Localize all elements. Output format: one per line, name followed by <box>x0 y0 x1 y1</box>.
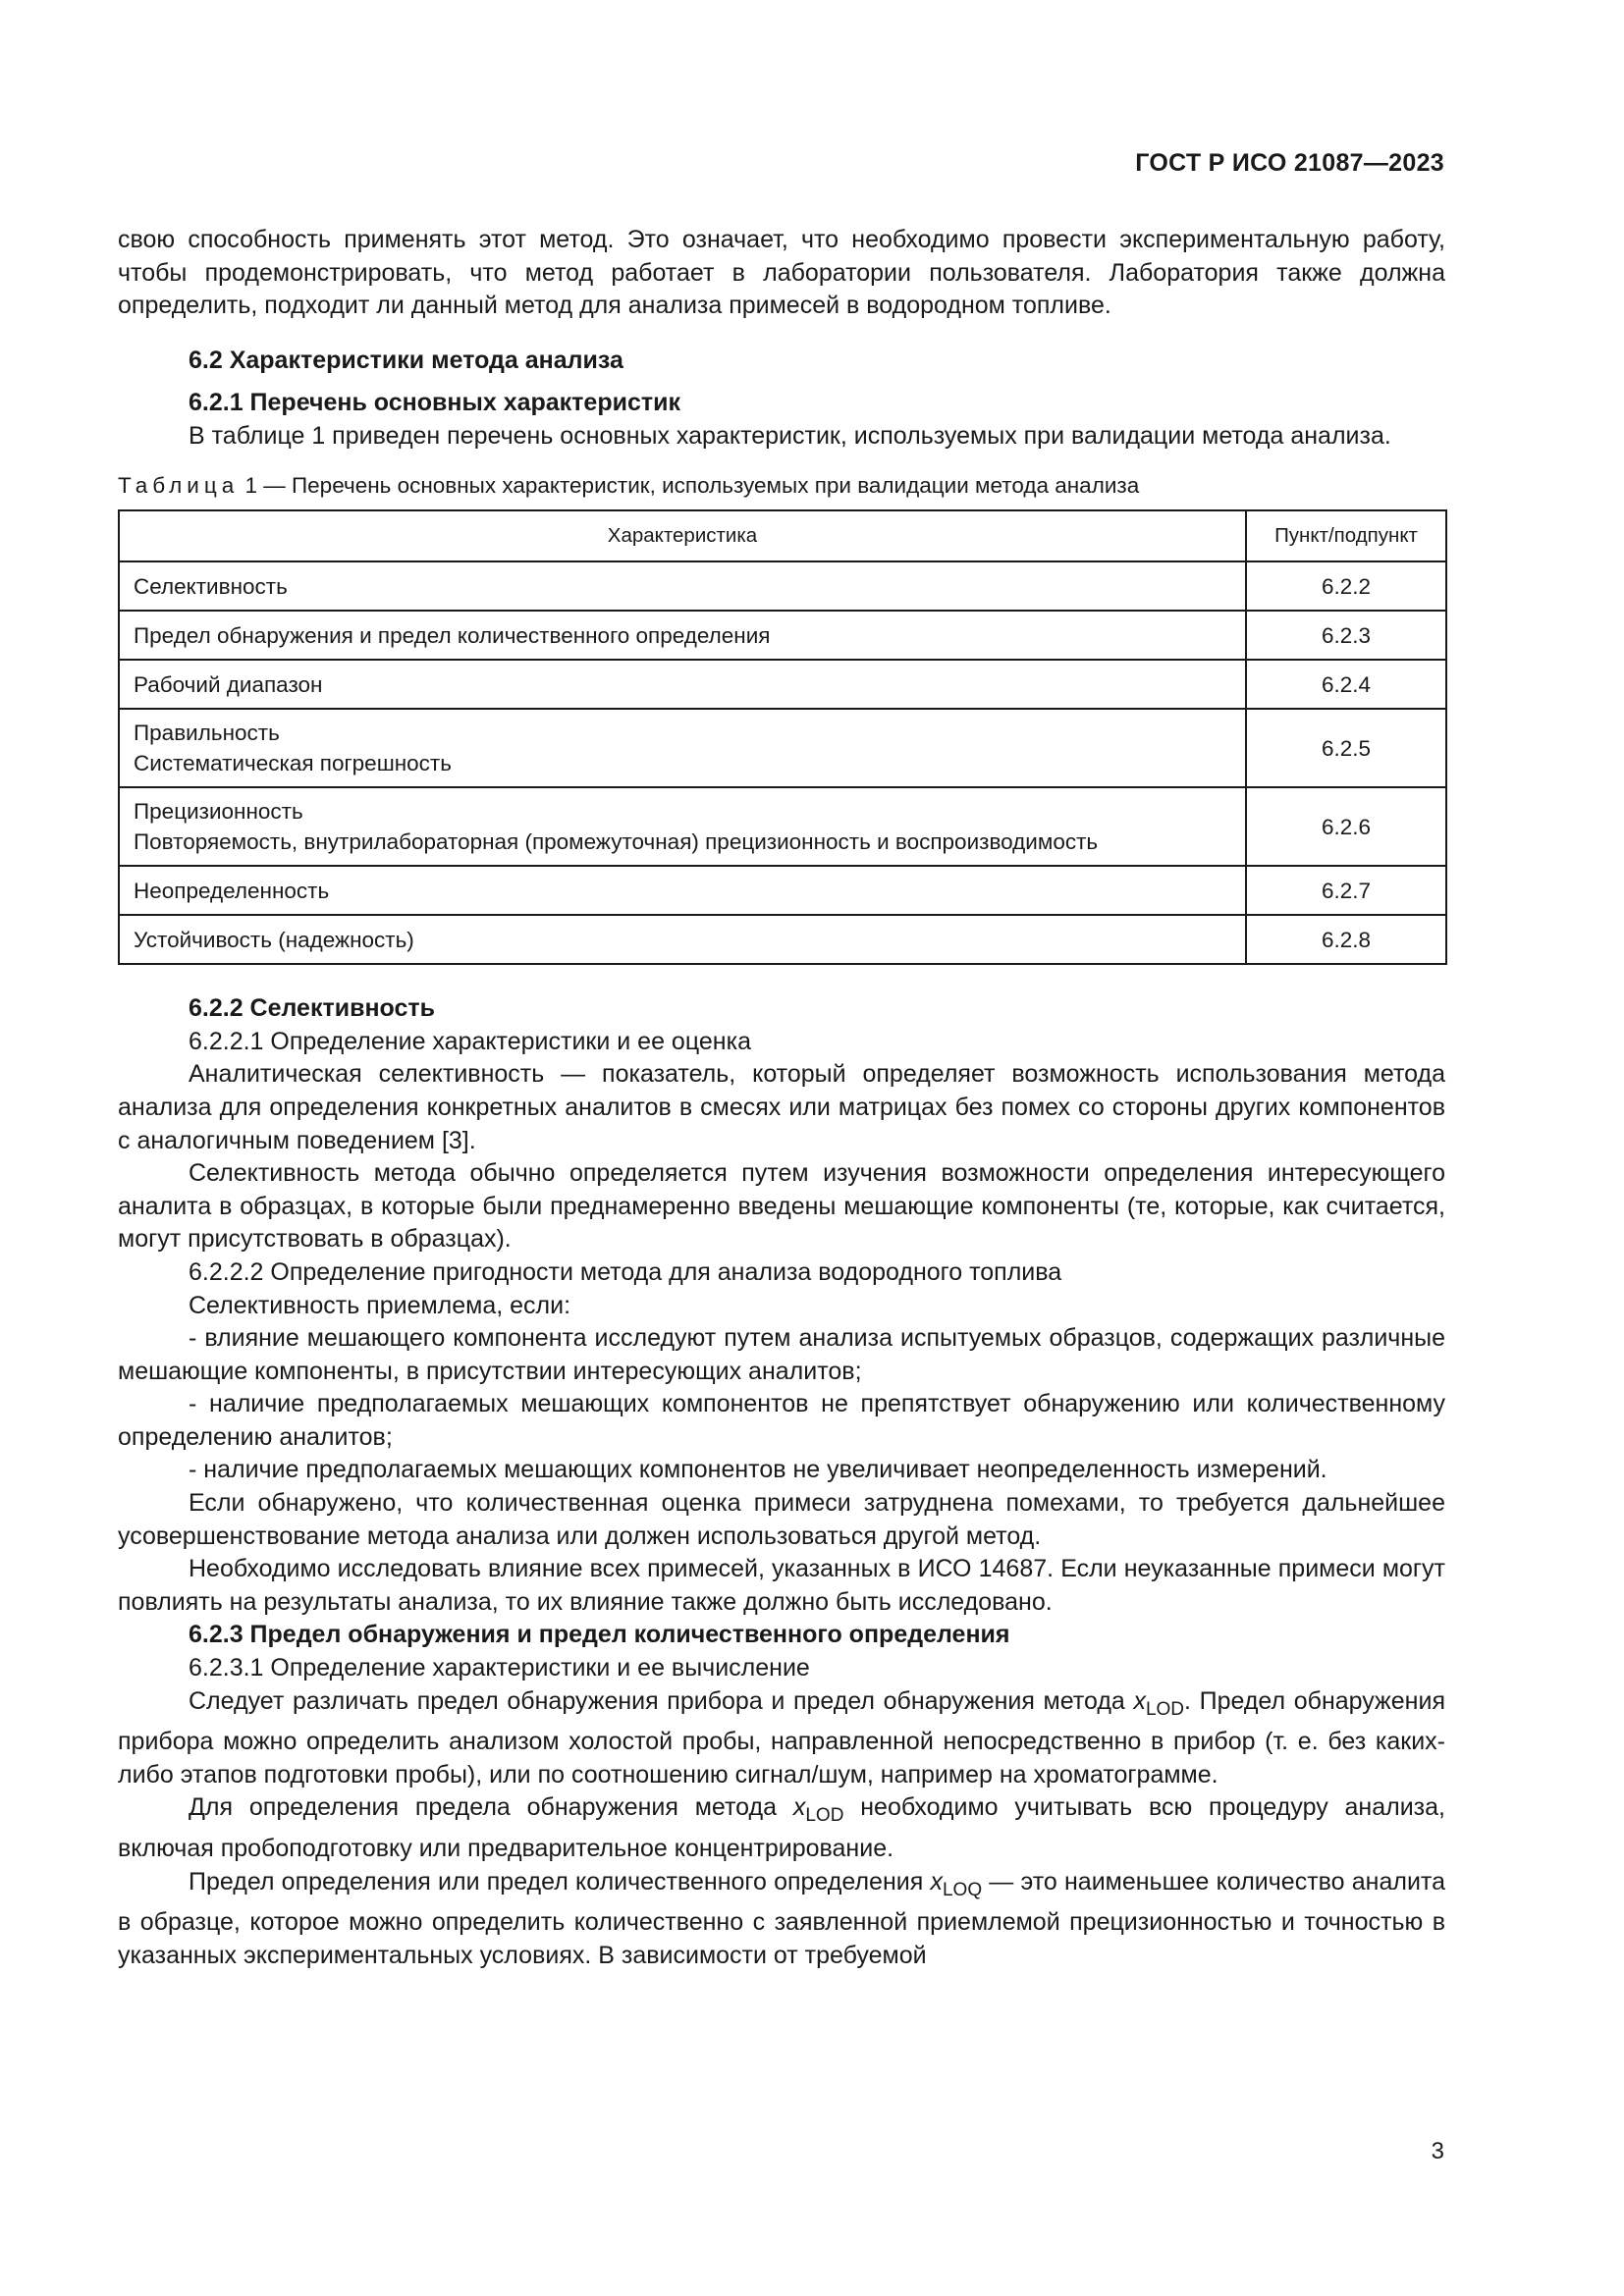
row-line-2: Повторяемость, внутрилабораторная (промежуточная) прецизионность и воспроизводимость <box>134 829 1099 855</box>
symbol-x: x <box>792 1793 806 1822</box>
text-run: Следует различать предел обнаружения прибора и предел обнаружения метода <box>189 1686 1134 1715</box>
row-characteristic <box>119 709 1246 787</box>
table-caption-label: Таблица <box>118 472 240 498</box>
paragraph: Если обнаружено, что количественная оценка примеси затруднена помехами, то требуется дальнейшее усовершенствование метода анализа или должен использоваться другой метод. <box>118 1489 1445 1550</box>
row-line: Правильность <box>134 721 280 746</box>
text-run: — это наименьшее количество аналита в образце, которое можно определить количественно с заявленной приемлемой прецизионностью и точностью в указанных экспериментальных условиях. В зависимости от требуемой <box>118 1867 1445 1969</box>
row-ref: 6.2.8 <box>1246 915 1446 964</box>
subscript-lod: LOD <box>1145 1698 1185 1720</box>
page-number: 3 <box>1431 2138 1444 2164</box>
row-characteristic <box>119 787 1246 866</box>
row-characteristic <box>119 561 1246 611</box>
subscript-loq: LOQ <box>942 1879 983 1900</box>
row-ref: 6.2.7 <box>1246 866 1446 915</box>
header-clause: Пункт/подпункт <box>1246 510 1446 561</box>
row-line: Прецизионность <box>134 799 303 825</box>
table-row <box>119 611 1446 660</box>
row-line-2: Систематическая погрешность <box>134 751 452 776</box>
table-caption <box>118 469 1445 503</box>
list-item: - наличие предполагаемых мешающих компонентов не препятствует обнаружению или количественному определению аналитов; <box>118 1390 1445 1451</box>
row-ref: 6.2.2 <box>1246 561 1446 611</box>
row-line: Устойчивость (надежность) <box>134 927 414 952</box>
row-ref: 6.2.5 <box>1246 709 1446 787</box>
paragraph: Селективность метода обычно определяется путем изучения возможности определения интересующего аналита в образцах, в которые были преднамеренно введены мешающие компоненты (те, которые, как считается, могут присутствовать в образцах). <box>118 1159 1445 1254</box>
table-row <box>119 709 1446 787</box>
table-row <box>119 660 1446 709</box>
section-6-2-3-1-heading: 6.2.3.1 Определение характеристики и ее вычисление <box>189 1654 810 1682</box>
paragraph-lod-instrument <box>118 1685 1445 1792</box>
section-6-2-2-2-heading: 6.2.2.2 Определение пригодности метода для анализа водородного топлива <box>189 1257 1062 1286</box>
row-ref: 6.2.4 <box>1246 660 1446 709</box>
table-caption-text: 1 — Перечень основных характеристик, используемых при валидации метода анализа <box>239 472 1140 498</box>
table-row <box>119 915 1446 964</box>
characteristics-table <box>118 509 1447 965</box>
header-characteristic: Характеристика <box>119 510 1246 561</box>
section-6-2-3-heading: 6.2.3 Предел обнаружения и предел количественного определения <box>189 1621 1010 1649</box>
table-row <box>119 561 1446 611</box>
symbol-x: x <box>1133 1686 1146 1715</box>
table-row <box>119 787 1446 866</box>
text-run: Для определения предела обнаружения метода <box>189 1793 793 1822</box>
row-ref: 6.2.3 <box>1246 611 1446 660</box>
table-row <box>119 866 1446 915</box>
section-6-2-heading: 6.2 Характеристики метода анализа <box>189 346 623 374</box>
list-item: - наличие предполагаемых мешающих компонентов не увеличивает неопределенность измерений. <box>189 1456 1327 1484</box>
standard-designation: ГОСТ Р ИСО 21087—2023 <box>1135 149 1444 177</box>
row-line: Селективность <box>134 573 288 599</box>
section-6-2-2-1-heading: 6.2.2.1 Определение характеристики и ее оценка <box>189 1027 751 1055</box>
text-run: Предел определения или предел количественного определения <box>189 1867 931 1896</box>
intro-paragraph: свою способность применять этот метод. Это означает, что необходимо провести экспериментальную работу, чтобы продемонстрировать, что метод работает в лаборатории пользователя. Лаборатория также должна определить, подходит ли данный метод для анализа примесей в водородном топливе. <box>118 226 1445 320</box>
row-line: Неопределенность <box>134 878 330 903</box>
section-6-2-1-text: В таблице 1 приведен перечень основных характеристик, используемых при валидации метода анализа. <box>189 421 1391 450</box>
text-run: . Предел обнаружения прибора можно определить анализом холостой пробы, направленной непосредственно в прибор (т. е. без каких-либо этапов подготовки пробы), или по соотношению сигнал/шум, например на хроматограмме. <box>118 1686 1445 1789</box>
section-6-2-1-heading: 6.2.1 Перечень основных характеристик <box>189 389 681 417</box>
row-line: Рабочий диапазон <box>134 671 323 697</box>
paragraph: Аналитическая селективность — показатель, который определяет возможность использования метода анализа для определения конкретных аналитов в смесях или матрицах без помех со стороны других компонентов с аналогичным поведением [3]. <box>118 1060 1445 1154</box>
table-header-row <box>119 510 1446 561</box>
row-characteristic <box>119 611 1246 660</box>
row-characteristic <box>119 660 1246 709</box>
paragraph-lod-method <box>118 1791 1445 1865</box>
row-characteristic <box>119 915 1246 964</box>
subscript-lod: LOD <box>805 1805 844 1827</box>
row-characteristic <box>119 866 1246 915</box>
text-run: необходимо учитывать всю процедуру анализа, включая пробоподготовку или предварительное концентрирование. <box>118 1793 1445 1862</box>
symbol-x: x <box>930 1867 943 1896</box>
list-item: - влияние мешающего компонента исследуют путем анализа испытуемых образцов, содержащих различные мешающие компоненты, в присутствии интересующих аналитов; <box>118 1324 1445 1385</box>
paragraph: Селективность приемлема, если: <box>189 1291 571 1319</box>
page-content <box>118 224 1445 1972</box>
row-line: Предел обнаружения и предел количественного определения <box>134 622 771 648</box>
paragraph: Необходимо исследовать влияние всех примесей, указанных в ИСО 14687. Если неуказанные примеси могут повлиять на результаты анализа, то их влияние также должно быть исследовано. <box>118 1555 1445 1616</box>
section-6-2-2-heading: 6.2.2 Селективность <box>189 994 436 1023</box>
row-ref: 6.2.6 <box>1246 787 1446 866</box>
paragraph-loq <box>118 1866 1445 1973</box>
